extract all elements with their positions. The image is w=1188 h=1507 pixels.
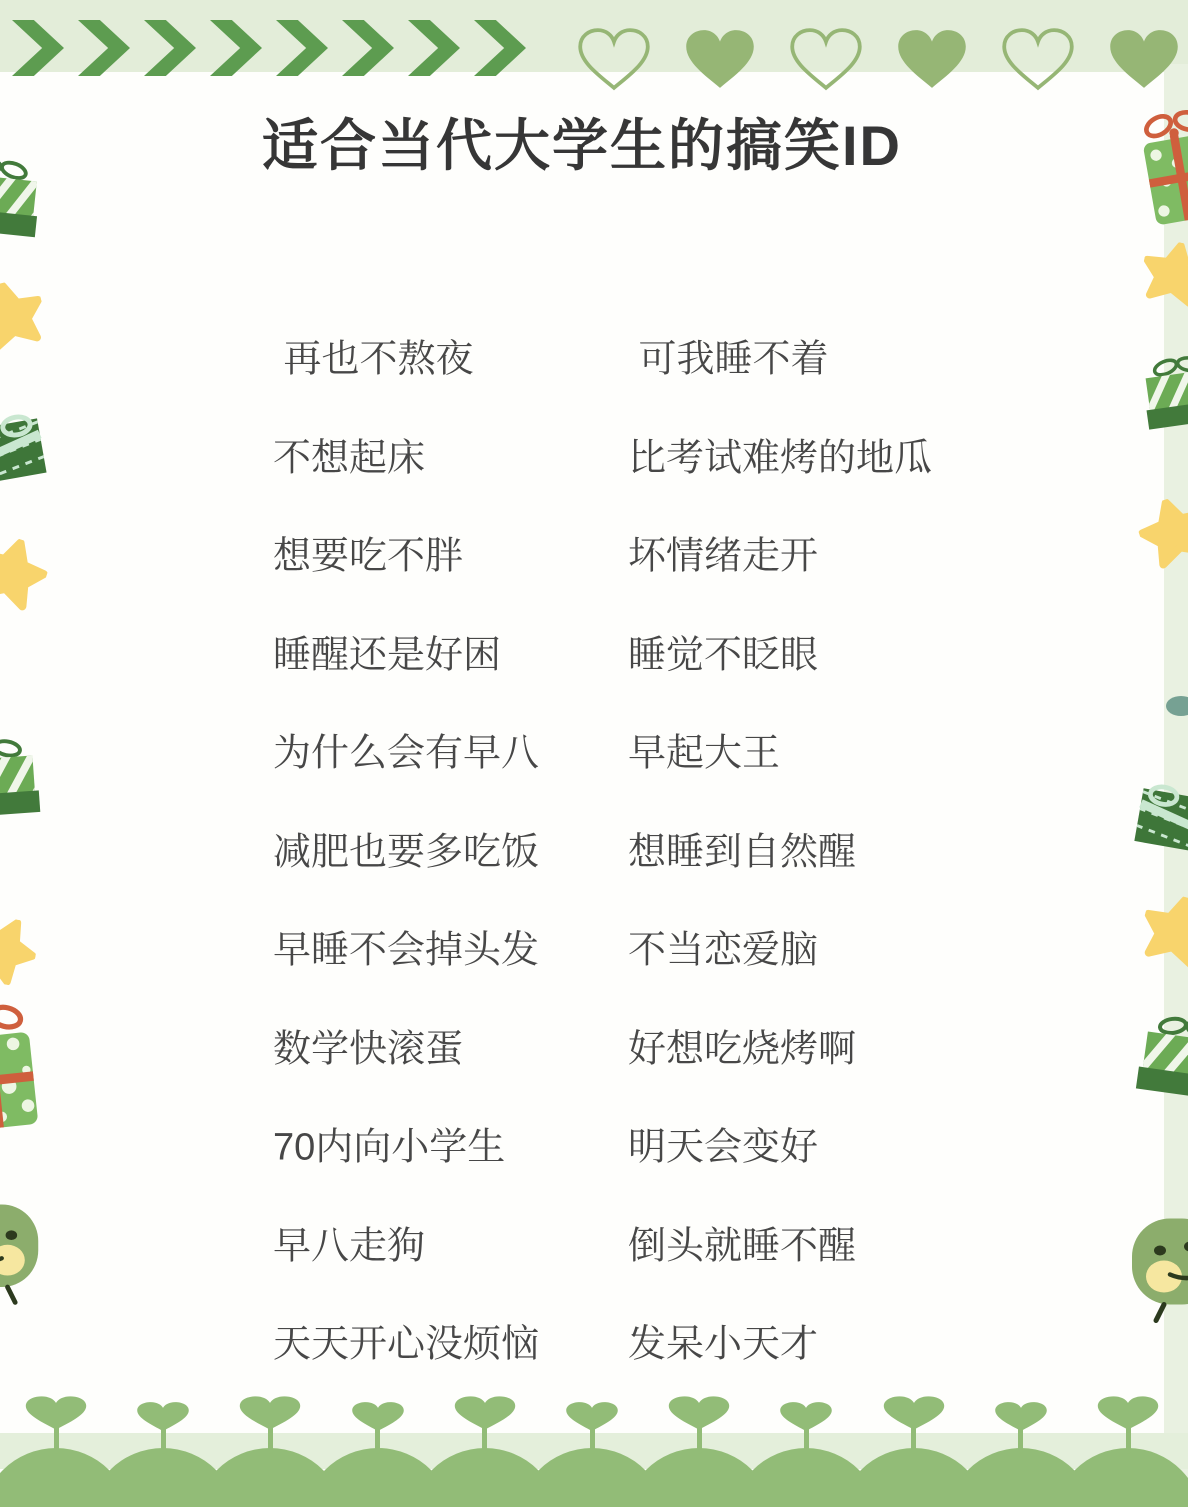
id-item-left: 早八走狗 <box>273 1225 426 1268</box>
list-row <box>0 897 1164 996</box>
id-item-right: 发呆小天才 <box>628 1323 819 1366</box>
id-item-right: 不当恋爱脑 <box>628 929 819 972</box>
id-item-left: 再也不熬夜 <box>273 338 474 381</box>
gift-dashed-icon <box>1131 778 1188 864</box>
chevron-arrow-icon <box>12 20 64 76</box>
gift-striped-icon <box>0 151 51 253</box>
id-item-right: 可我睡不着 <box>628 338 829 381</box>
chevron-arrow-icon <box>276 20 328 76</box>
id-item-left: 为什么会有早八 <box>273 732 540 775</box>
chevron-arrow-icon <box>474 20 526 76</box>
id-item-right: 好想吃烧烤啊 <box>628 1028 857 1071</box>
chevron-row <box>12 20 526 76</box>
id-item-right: 明天会变好 <box>628 1126 819 1169</box>
list-row <box>0 306 1164 405</box>
sprout-heart-icon <box>563 1400 621 1433</box>
chevron-arrow-icon <box>210 20 262 76</box>
list-row <box>0 996 1164 1095</box>
list-row <box>0 503 1164 602</box>
gift-striped-icon <box>0 733 49 834</box>
list-row <box>0 799 1164 898</box>
heart-icon <box>788 26 864 92</box>
frog-icon <box>0 1192 44 1312</box>
heart-icon <box>894 26 970 92</box>
sprout-heart-icon <box>349 1400 407 1433</box>
teal-dot-icon <box>1166 696 1188 716</box>
chevron-arrow-icon <box>144 20 196 76</box>
id-item-left: 想要吃不胖 <box>273 535 464 578</box>
list-row <box>0 405 1164 504</box>
list-row <box>0 1291 1164 1390</box>
heart-icon <box>682 26 758 92</box>
star-icon <box>1136 236 1188 310</box>
id-item-left: 睡醒还是好困 <box>273 634 502 677</box>
sprout-heart-icon <box>22 1394 90 1432</box>
gift-dashed-icon <box>0 408 50 496</box>
top-hearts-row <box>576 26 1182 92</box>
sprout-heart-icon <box>236 1394 304 1432</box>
heart-icon <box>576 26 652 92</box>
id-item-right: 倒头就睡不醒 <box>628 1225 857 1268</box>
list-row <box>0 1193 1164 1292</box>
id-list <box>0 306 1164 1390</box>
id-item-right: 早起大王 <box>628 732 781 775</box>
sprout-heart-icon <box>451 1394 519 1432</box>
bottom-hills <box>0 1480 1188 1507</box>
chevron-arrow-icon <box>78 20 130 76</box>
heart-icon <box>1106 26 1182 92</box>
gift-striped-icon <box>1129 348 1188 445</box>
page-title: 适合当代大学生的搞笑ID <box>262 114 902 177</box>
id-item-left: 减肥也要多吃饭 <box>273 831 540 874</box>
list-row <box>0 1094 1164 1193</box>
id-item-right: 比考试难烤的地瓜 <box>628 437 933 480</box>
sprout-heart-icon <box>880 1394 948 1432</box>
sprout-heart-icon <box>1094 1394 1162 1432</box>
id-item-left: 数学快滚蛋 <box>273 1028 464 1071</box>
id-item-left: 70内向小学生 <box>273 1126 506 1169</box>
id-item-right: 睡觉不眨眼 <box>628 634 819 677</box>
sprout-heart-icon <box>665 1394 733 1432</box>
id-item-left: 不想起床 <box>273 437 426 480</box>
frog-icon <box>1126 1198 1188 1338</box>
gift-polka-icon <box>1120 98 1188 236</box>
list-row <box>0 700 1164 799</box>
list-row <box>0 602 1164 701</box>
id-item-left: 天天开心没烦恼 <box>273 1323 540 1366</box>
id-item-right: 想睡到自然醒 <box>628 831 857 874</box>
heart-icon <box>1000 26 1076 92</box>
sprout-heart-icon <box>134 1400 192 1433</box>
chevron-arrow-icon <box>342 20 394 76</box>
sprout-heart-icon <box>777 1400 835 1433</box>
id-item-left: 早睡不会掉头发 <box>273 929 540 972</box>
id-item-right: 坏情绪走开 <box>628 535 819 578</box>
sprout-heart-icon <box>992 1400 1050 1433</box>
chevron-arrow-icon <box>408 20 460 76</box>
